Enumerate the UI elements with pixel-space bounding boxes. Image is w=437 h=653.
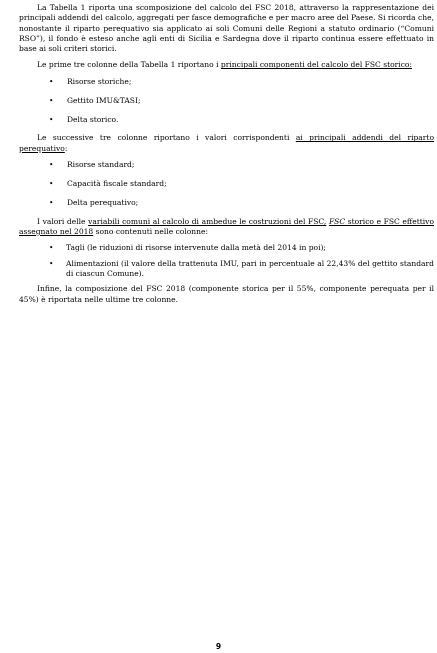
paragraph-riparto-perequativo <box>19 133 434 154</box>
paragraph-text: I valori delle <box>37 216 89 226</box>
underlined-text: principali componenti del calcolo del FSC storico: <box>220 60 413 70</box>
list-item <box>19 243 434 253</box>
paragraph-fsc-storico <box>19 60 434 70</box>
list-item-text: Capacità fiscale standard; <box>67 178 167 188</box>
list-item-text: Risorse storiche; <box>67 76 132 86</box>
bullet-icon: • <box>49 76 54 86</box>
list-item <box>19 115 434 125</box>
list-item-text: Risorse standard; <box>67 160 135 170</box>
list-item-text: Alimentazioni (il valore della trattenuta IMU, pari in percentuale al 22,43% del gettito standard di ciascun Comune). <box>66 258 434 278</box>
page-number: 9 <box>215 642 222 651</box>
list-fsc-storico <box>19 77 434 125</box>
list-item <box>19 179 434 189</box>
bullet-icon: • <box>49 243 54 253</box>
list-item <box>19 96 434 106</box>
bullet-icon: • <box>49 258 54 268</box>
paragraph-intro: La Tabella 1 riporta una scomposizione del calcolo del FSC 2018, attraverso la rappresentazione dei principali addendi del calcolo, aggregati per fasce demografiche e per macro aree del Paese. Si ricorda che, nonostante il riparto perequativo sia applicato ai soli Comuni delle Regioni a statuto ordinario (“Comuni RSO”), il fondo è esteso anche agli enti di Sicilia e Sardegna dove il riparto continua essere effettuato in base ai soli criteri storici. <box>19 3 434 54</box>
list-variabili-comuni <box>19 243 434 279</box>
underlined-text: storico e FSC effettivo assegnato nel 2018 <box>19 216 434 237</box>
list-item-text: Gettito IMU&TASI; <box>67 95 141 105</box>
underlined-italic-text: FSC <box>328 216 346 226</box>
list-item-text: Delta storico. <box>67 114 119 124</box>
bullet-icon: • <box>49 95 54 105</box>
list-item-text: Tagli (le riduzioni di risorse intervenute dalla metà del 2014 in poi); <box>66 243 326 253</box>
list-item <box>19 160 434 170</box>
bullet-icon: • <box>49 197 54 207</box>
paragraph-text: Le prime tre colonne della Tabella 1 riportano i <box>37 60 221 70</box>
paragraph-text: sono contenuti nelle colonne: <box>93 227 209 237</box>
paragraph-variabili-comuni <box>19 217 434 238</box>
document-page <box>19 3 434 311</box>
bullet-icon: • <box>49 114 54 124</box>
list-item <box>19 77 434 87</box>
list-riparto-perequativo <box>19 160 434 208</box>
underlined-text: variabili comuni al calcolo di ambedue le costruzioni del FSC, <box>88 216 327 226</box>
paragraph-text: : <box>64 143 68 153</box>
list-item <box>19 259 434 280</box>
bullet-icon: • <box>49 160 54 170</box>
paragraph-composizione: Infine, la composizione del FSC 2018 (componente storica per il 55%, componente perequata per il 45%) è riportata nelle ultime tre colonne. <box>19 284 434 304</box>
underlined-text: ai principali addendi del riparto perequativo <box>19 133 434 153</box>
paragraph-text: Le successive tre colonne riportano i valori corrispondenti <box>37 133 296 143</box>
list-item-text: Delta perequativo; <box>67 197 139 207</box>
list-item <box>19 198 434 208</box>
bullet-icon: • <box>49 178 54 188</box>
